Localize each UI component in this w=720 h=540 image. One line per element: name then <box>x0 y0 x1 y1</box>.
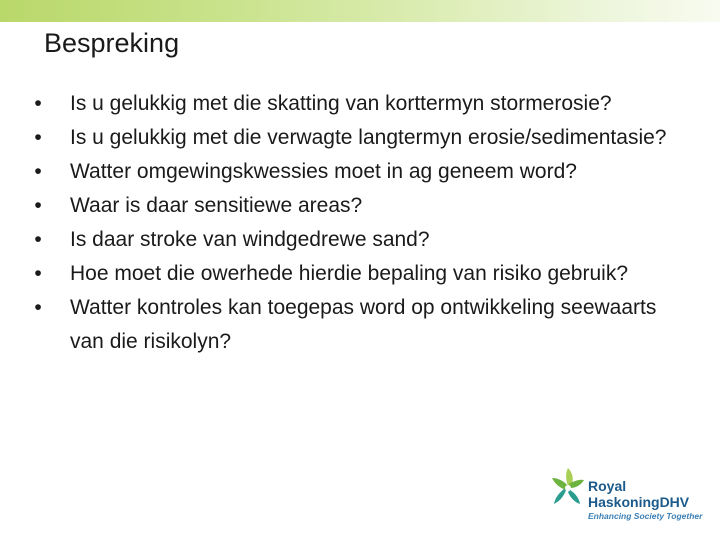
logo-tagline: Enhancing Society Together <box>588 511 703 521</box>
bullet-item <box>28 155 688 189</box>
bullet-marker: • <box>34 126 42 149</box>
logo-line-haskoningdhv: HaskoningDHV <box>588 494 690 510</box>
company-logo <box>548 460 708 532</box>
bullet-marker: • <box>34 228 42 251</box>
bullet-list <box>28 87 688 359</box>
bullet-text: Is daar stroke van windgedrewe sand? <box>70 228 430 251</box>
logo-line-royal: Royal <box>588 478 627 494</box>
bullet-item <box>28 87 688 121</box>
logo-wordmark <box>588 478 708 522</box>
bullet-text: Is u gelukkig met die skatting van korttermyn stormerosie? <box>70 92 612 115</box>
bullet-marker: • <box>34 296 42 319</box>
bullet-item <box>28 121 688 155</box>
bullet-marker: • <box>34 194 42 217</box>
bullet-item <box>28 189 688 223</box>
bullet-text: Waar is daar sensitiewe areas? <box>70 194 363 217</box>
bullet-marker: • <box>34 262 42 285</box>
starfish-logo-icon <box>548 462 592 522</box>
bullet-item <box>28 257 688 291</box>
slide-title: Bespreking <box>44 28 180 58</box>
bullet-text: Watter kontroles kan toegepas word op ontwikkeling seewaarts van die risikolyn? <box>70 296 657 353</box>
bullet-text: Hoe moet die owerhede hierdie bepaling van risiko gebruik? <box>70 262 629 285</box>
bullet-marker: • <box>34 160 42 183</box>
top-accent-band <box>0 0 720 22</box>
bullet-item <box>28 291 688 359</box>
bullet-marker: • <box>34 92 42 115</box>
bullet-text: Is u gelukkig met die verwagte langtermyn erosie/sedimentasie? <box>70 126 667 149</box>
bullet-item <box>28 223 688 257</box>
bullet-text: Watter omgewingskwessies moet in ag geneem word? <box>70 160 577 183</box>
